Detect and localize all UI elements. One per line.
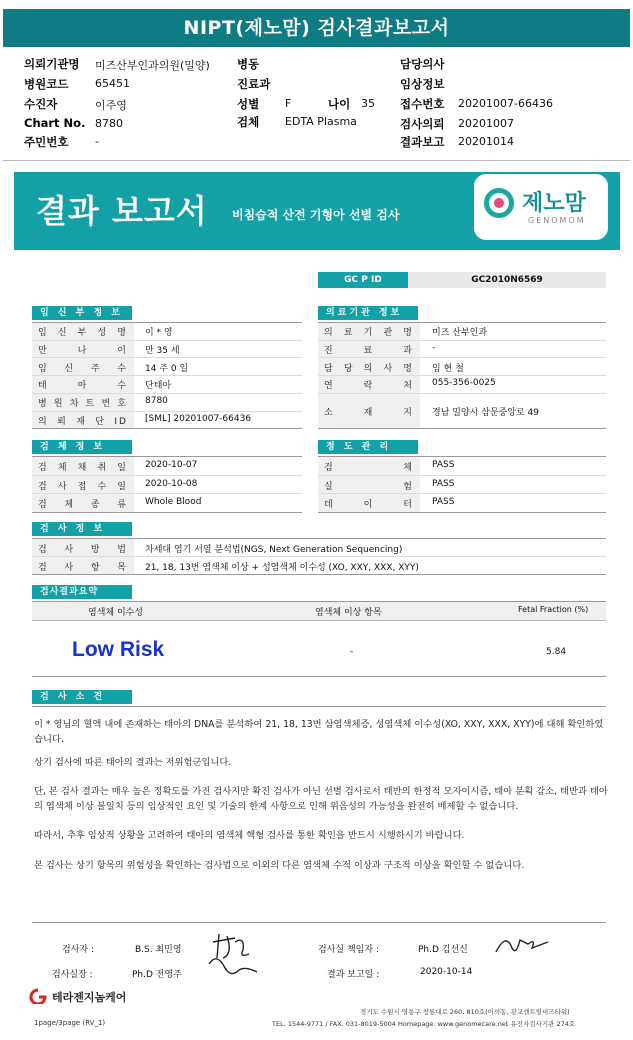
row-divider <box>32 393 302 394</box>
genomom-logo <box>474 174 608 240</box>
row-value: 055-356-0025 <box>432 378 496 389</box>
logo-name: 제노맘 <box>522 191 586 216</box>
patient-label: 수진자 <box>24 97 58 111</box>
row-label: 임 신 부 성 명 <box>38 328 128 339</box>
row-value: 단태아 <box>145 381 172 392</box>
row-divider <box>318 375 606 376</box>
code-value: 65451 <box>95 77 130 90</box>
tester-value: B.S. 최민영 <box>135 945 182 955</box>
clinical-label: 임상정보 <box>400 77 445 91</box>
row-label: 검 사 접 수 일 <box>38 481 128 492</box>
row-label: 검 체 <box>324 462 414 473</box>
gcpid-value: GC2010N6569 <box>408 272 606 288</box>
row-label: 검 체 종 류 <box>38 500 128 511</box>
row-label: 만 나 이 <box>38 346 128 357</box>
row-value: 8780 <box>145 396 168 407</box>
row-label: 의 료 기 관 명 <box>324 328 414 339</box>
row-divider <box>32 340 302 341</box>
spec-label: 검체 <box>237 115 260 129</box>
row-label: 태 아 수 <box>38 381 128 392</box>
row-value: 만 35 세 <box>145 346 180 357</box>
row-value: - <box>432 343 436 354</box>
row-label: 연 락 처 <box>324 381 414 392</box>
row-label: 임 신 주 수 <box>38 363 128 374</box>
rrn-label: 주민번호 <box>24 135 69 149</box>
chart-value: 8780 <box>95 117 123 130</box>
row-value: 임 현 철 <box>432 363 464 374</box>
row-value: 21, 18, 13번 염색체 이상 + 성염색체 이수성 (XO, XXY, XXX, XYY) <box>145 562 419 573</box>
row-divider <box>318 475 606 476</box>
req-label: 검사의뢰 <box>400 117 445 131</box>
inst-label: 의뢰기관명 <box>24 57 80 71</box>
spec-value: EDTA Plasma <box>285 115 357 128</box>
report-date-value: 2020-10-14 <box>420 967 473 977</box>
row-divider <box>318 357 606 358</box>
row-label: 의 뢰 재 단 ID <box>38 416 128 427</box>
institution-title: 의료기관 정보 <box>318 306 418 320</box>
report-label: 결과보고 <box>400 135 445 149</box>
row-label: 담 당 의 사 명 <box>324 363 414 374</box>
req-value: 20201007 <box>458 117 514 130</box>
summary-col2: 염색체 이상 항목 <box>315 608 382 618</box>
row-value: 차세대 염기 서열 분석법(NGS, Next Generation Sequencing) <box>145 544 403 555</box>
test-title: 검 사 정 보 <box>32 522 132 536</box>
dept-label: 진료과 <box>237 77 271 91</box>
row-label: 병 원 차 트 번 호 <box>38 399 128 410</box>
chief-label: 검사실장 : <box>52 970 93 980</box>
row-value: 미즈 산부인과 <box>432 328 488 339</box>
responsible-value: Ph.D 김선신 <box>418 945 468 955</box>
abnormal-value: - <box>350 647 354 657</box>
chief-value: Ph.D 전영주 <box>132 970 182 980</box>
opinion-paragraph: 본 검사는 상기 항목의 위험성을 확인하는 검사법으로 이외의 다른 염색체 수적 이상과 구조적 이상을 확인할 수 없습니다. <box>34 860 525 871</box>
row-label: 검 체 채 취 일 <box>38 462 128 473</box>
fetal-fraction-value: 5.84 <box>546 647 567 657</box>
row-value: 2020-10-08 <box>145 478 198 489</box>
row-divider <box>32 357 302 358</box>
summary-col3: Fetal Fraction (%) <box>518 605 589 614</box>
specimen-title: 검 체 정 보 <box>32 440 132 454</box>
pregnancy-title: 임 신 부 정 보 <box>32 306 132 320</box>
doctor-label: 담당의사 <box>400 57 445 71</box>
opinion-paragraph: 이 * 영님의 혈액 내에 존재하는 태아의 DNA를 분석하여 21, 18, 13번 삼염색체증, 성염색체 이수성(XO, XXY, XXX, XYY)에 대해 확인하였습니다. <box>34 719 604 745</box>
row-value: 2020-10-07 <box>145 459 198 470</box>
tester-label: 검사자 : <box>62 945 94 955</box>
company-name: 테라젠지놈케어 <box>52 991 127 1004</box>
responsible-signature <box>492 930 552 958</box>
rrn-value: - <box>95 135 99 148</box>
row-value: PASS <box>432 459 455 470</box>
row-label: 실 험 <box>324 481 414 492</box>
opinion-paragraph: 상기 검사에 따른 태아의 결과는 저위험군입니다. <box>34 757 232 768</box>
row-label: 진 료 과 <box>324 346 414 357</box>
age-label: 나이 <box>328 97 351 111</box>
opinion-paragraph: 따라서, 추후 임상적 상황을 고려하여 태아의 염색체 핵형 검사를 통한 확인을 반드시 시행하시기 바랍니다. <box>34 830 465 841</box>
recv-value: 20201007-66436 <box>458 97 553 110</box>
chart-label: Chart No. <box>24 116 86 130</box>
page-number: 1page/3page (RV_1) <box>34 1019 106 1027</box>
row-value: PASS <box>432 478 455 489</box>
responsible-label: 검사실 책임자 : <box>318 945 379 955</box>
sex-value: F <box>285 97 292 110</box>
recv-label: 접수번호 <box>400 97 445 111</box>
report-title: NIPT(제노맘) 검사결과보고서 <box>3 9 630 47</box>
row-label: 검 사 방 법 <box>38 544 128 555</box>
company-logo-icon <box>28 988 48 1004</box>
row-value: 이 * 영 <box>145 328 173 339</box>
row-divider <box>32 411 302 412</box>
row-divider <box>318 340 606 341</box>
gcpid-label: GC P ID <box>318 272 408 288</box>
company-address: 경기도 수원시 영통구 창룡대로 260, 810호(이의동, 광교센트럴비즈타워) <box>360 1008 570 1016</box>
opinion-paragraph: 단, 본 검사 결과는 매우 높은 정확도를 가진 검사지만 확진 검사가 아닌 선별 검사로서 태반의 한정적 모자이시즘, 태아 분획 감소, 태반과 태아의 염색체 이상 불일치 등의 임상적인 요인 및 기술의 한계 사항으로 인해 위음성의 가능성을 완전히 배제할 수 없습니다. <box>34 786 608 812</box>
row-value: 14 주 0 일 <box>145 363 189 374</box>
row-value: [SML] 20201007-66436 <box>145 413 252 424</box>
row-divider <box>32 556 606 557</box>
ward-label: 병동 <box>237 57 260 71</box>
inst-value: 미즈산부인과의원(밀양) <box>95 59 210 72</box>
logo-eng: GENOMOM <box>528 216 586 225</box>
row-divider <box>32 475 302 476</box>
sex-label: 성별 <box>237 97 260 111</box>
risk-result: Low Risk <box>72 638 165 661</box>
opinion-title: 검 사 소 견 <box>32 690 132 704</box>
tester-signature <box>205 928 265 984</box>
row-divider <box>32 375 302 376</box>
report-value: 20201014 <box>458 135 514 148</box>
result-banner <box>14 172 620 250</box>
row-label: 검 사 항 목 <box>38 562 128 573</box>
row-label: 소 재 지 <box>324 408 414 418</box>
age-value: 35 <box>361 97 375 110</box>
row-label: 데 이 터 <box>324 500 414 511</box>
summary-title: 검사결과요약 <box>32 585 132 599</box>
row-value: Whole Blood <box>145 497 202 508</box>
row-divider <box>318 393 606 394</box>
row-divider <box>318 493 606 494</box>
report-date-label: 결과 보고일 : <box>327 970 380 980</box>
row-value: PASS <box>432 497 455 508</box>
report-header <box>0 0 633 50</box>
row-value: 경남 밀양시 삼문중앙로 49 <box>432 408 539 418</box>
company-contact: TEL. 1544-9771 / FAX. 031-8019-5004 Homepage. www.genomecare.net 유전자검사기관 274호 <box>272 1020 576 1028</box>
header-divider <box>3 160 630 161</box>
summary-col1: 염색체 이수성 <box>88 608 144 618</box>
row-divider <box>32 493 302 494</box>
banner-title: 결과 보고서 <box>36 192 208 230</box>
qc-title: 정 도 관 리 <box>318 440 418 454</box>
code-label: 병원코드 <box>24 77 69 91</box>
patient-value: 이주영 <box>95 99 127 112</box>
logo-icon <box>484 188 514 218</box>
banner-subtitle: 비침습적 산전 기형아 선별 검사 <box>232 208 400 222</box>
